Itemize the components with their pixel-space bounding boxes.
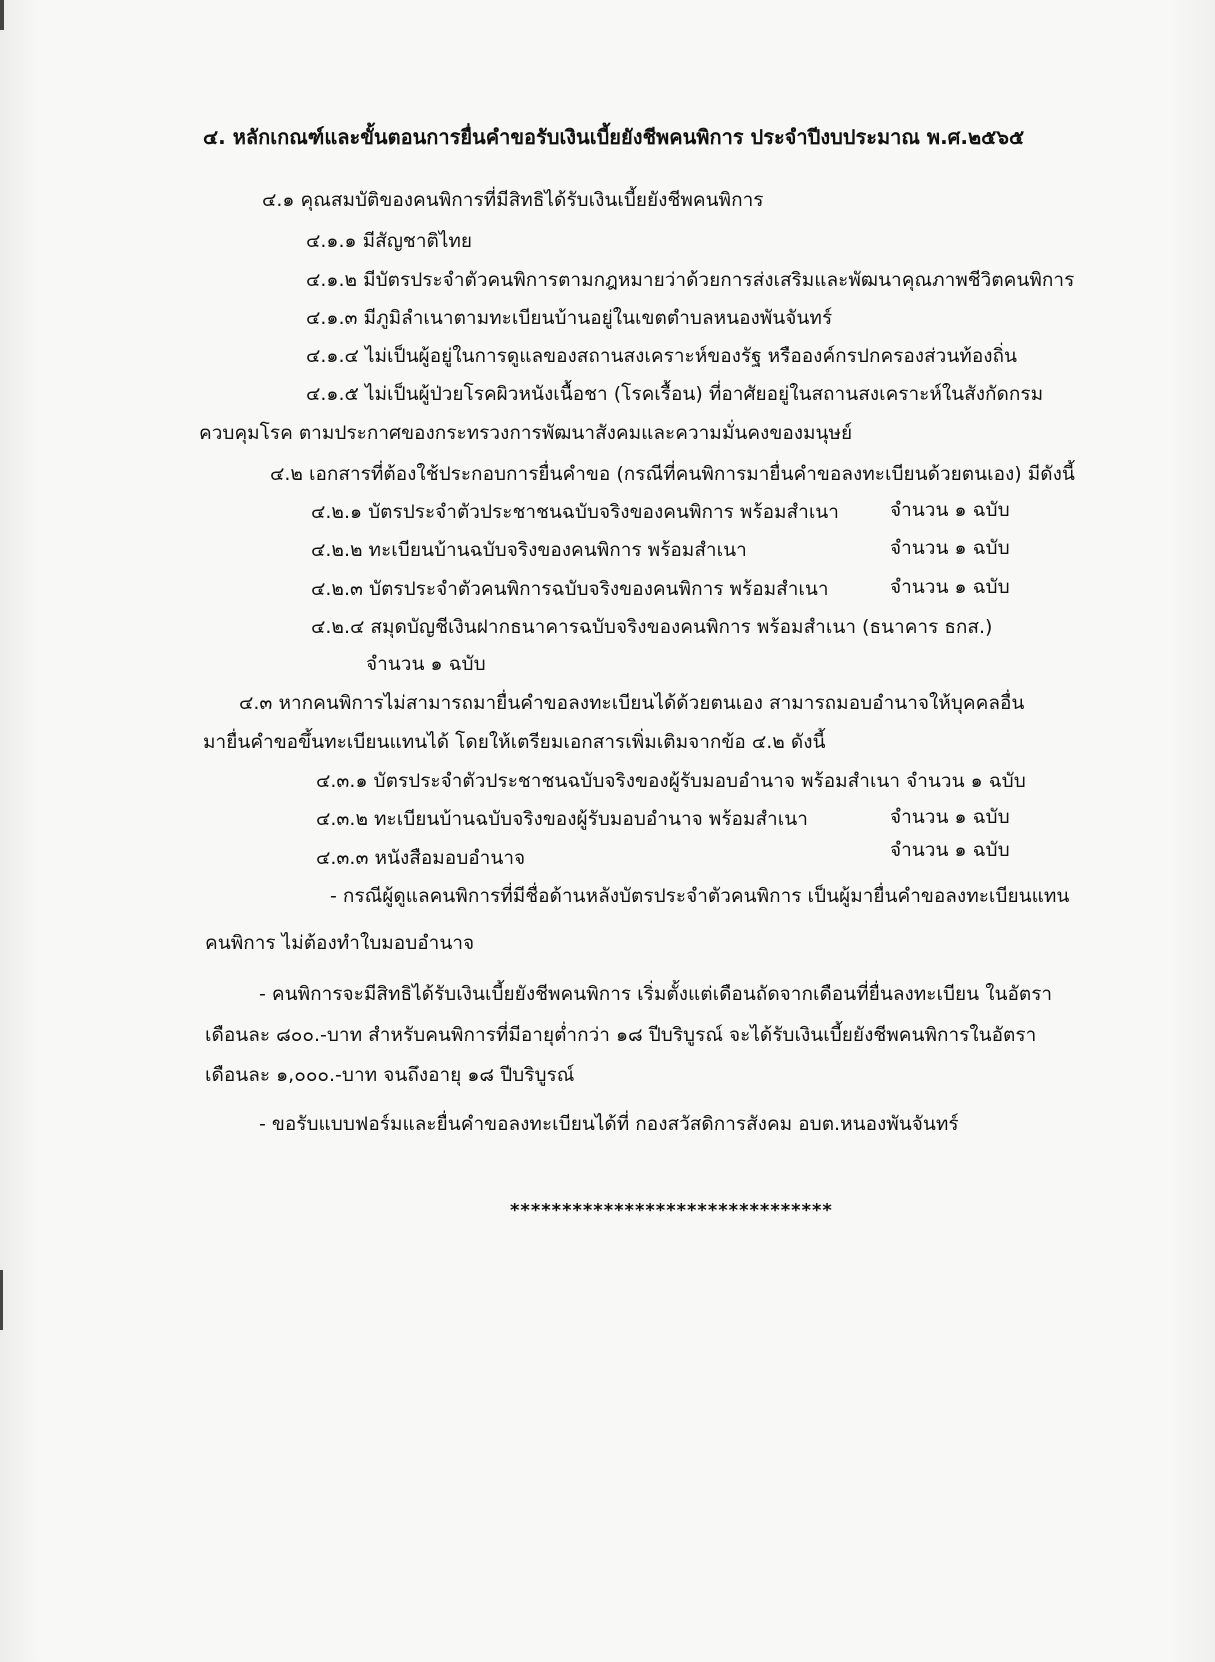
item-4-1-2: ๔.๑.๒ มีบัตรประจำตัวคนพิการตามกฎหมายว่าด้วยการส่งเสริมและพัฒนาคุณภาพชีวิตคนพิการ [306,269,1075,291]
item-4-2-2-amount: จำนวน ๑ ฉบับ [890,537,1010,559]
item-4-2-3: ๔.๒.๓ บัตรประจำตัวคนพิการฉบับจริงของคนพิการ พร้อมสำเนา [311,578,829,600]
item-4-2-1-amount: จำนวน ๑ ฉบับ [890,499,1010,521]
item-4-1-1: ๔.๑.๑ มีสัญชาติไทย [306,230,473,252]
heading-4-2: ๔.๒ เอกสารที่ต้องใช้ประกอบการยื่นคำขอ (กรณีที่คนพิการมายื่นคำขอลงทะเบียนด้วยตนเอง) มีดังนี้ [270,463,1075,485]
scan-edge-mark [0,1270,3,1330]
item-4-3-1: ๔.๓.๑ บัตรประจำตัวประชาชนฉบับจริงของผู้รับมอบอำนาจ พร้อมสำเนา จำนวน ๑ ฉบับ [316,770,1026,792]
item-4-1-4: ๔.๑.๔ ไม่เป็นผู้อยู่ในการดูแลของสถานสงเคราะห์ของรัฐ หรือองค์กรปกครองส่วนท้องถิ่น [306,345,1018,367]
note-caretaker-cont: คนพิการ ไม่ต้องทำใบมอบอำนาจ [205,932,475,954]
item-4-2-1: ๔.๒.๑ บัตรประจำตัวประชาชนฉบับจริงของคนพิการ พร้อมสำเนา [311,501,839,523]
item-4-2-2: ๔.๒.๒ ทะเบียนบ้านฉบับจริงของคนพิการ พร้อมสำเนา [311,539,747,561]
heading-4-3: ๔.๓ หากคนพิการไม่สามารถมายื่นคำขอลงทะเบียนได้ด้วยตนเอง สามารถมอบอำนาจให้บุคคลอื่น [239,692,1025,714]
scan-edge-mark [0,0,4,30]
heading-4-1: ๔.๑ คุณสมบัติของคนพิการที่มีสิทธิได้รับเงินเบี้ยยังชีพคนพิการ [262,189,764,211]
item-4-2-3-amount: จำนวน ๑ ฉบับ [890,576,1010,598]
contact-text: - ขอรับแบบฟอร์มและยื่นคำขอลงทะเบียนได้ที่ กองสวัสดิการสังคม อบต.หนองพันจันทร์ [259,1113,959,1135]
note-caretaker: - กรณีผู้ดูแลคนพิการที่มีชื่อด้านหลังบัตรประจำตัวคนพิการ เป็นผู้มายื่นคำขอลงทะเบียนแทน [330,885,1070,907]
item-4-3-3-amount: จำนวน ๑ ฉบับ [890,839,1010,861]
item-4-3-2-amount: จำนวน ๑ ฉบับ [890,806,1010,828]
item-4-2-4-amount: จำนวน ๑ ฉบับ [366,653,486,675]
item-4-3-3: ๔.๓.๓ หนังสือมอบอำนาจ [316,847,526,869]
item-4-1-5: ๔.๑.๕ ไม่เป็นผู้ป่วยโรคผิวหนังเนื้อชา (โรคเรื้อน) ที่อาศัยอยู่ในสถานสงเคราะห์ในสังกัดกรม [306,383,1044,405]
item-4-1-5-cont: ควบคุมโรค ตามประกาศของกระทรวงการพัฒนาสังคมและความมั่นคงของมนุษย์ [199,422,853,444]
item-4-2-4: ๔.๒.๔ สมุดบัญชีเงินฝากธนาคารฉบับจริงของคนพิการ พร้อมสำเนา (ธนาคาร ธกส.) [311,616,993,638]
section-title: ๔. หลักเกณฑ์และขั้นตอนการยื่นคำขอรับเงินเบี้ยยังชีพคนพิการ ประจำปีงบประมาณ พ.ศ.๒๕๖๕ [203,125,1025,149]
heading-4-3-cont: มายื่นคำขอขึ้นทะเบียนแทนได้ โดยให้เตรียมเอกสารเพิ่มเติมจากข้อ ๔.๒ ดังนี้ [203,731,826,753]
item-4-3-2: ๔.๓.๒ ทะเบียนบ้านฉบับจริงของผู้รับมอบอำนาจ พร้อมสำเนา [316,808,808,830]
benefit-text: - คนพิการจะมีสิทธิได้รับเงินเบี้ยยังชีพคนพิการ เริ่มตั้งแต่เดือนถัดจากเดือนที่ยื่นลงทะเบียน ในอัตรา [259,983,1053,1005]
item-4-1-3: ๔.๑.๓ มีภูมิลำเนาตามทะเบียนบ้านอยู่ในเขตตำบลหนองพันจันทร์ [306,307,833,329]
benefit-text-cont: เดือนละ ๑,๐๐๐.-บาท จนถึงอายุ ๑๘ ปีบริบูรณ์ [205,1064,575,1086]
benefit-text-cont: เดือนละ ๘๐๐.-บาท สำหรับคนพิการที่มีอายุต่ำกว่า ๑๘ ปีบริบูรณ์ จะได้รับเงินเบี้ยยังชีพคนพิการในอัตรา [205,1024,1037,1046]
end-mark: ******************************* [510,1200,833,1221]
